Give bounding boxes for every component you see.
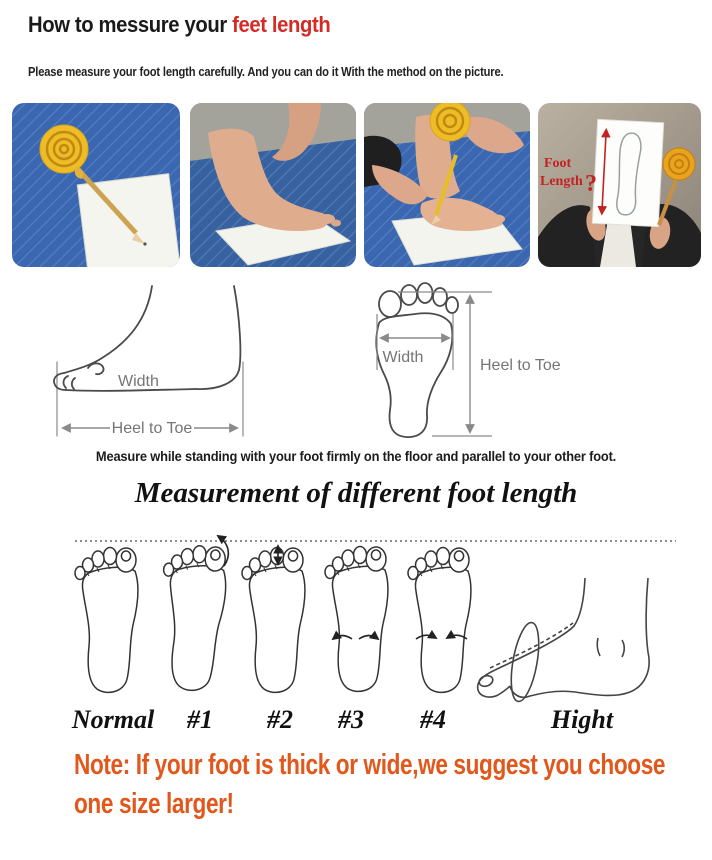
foot-type-2 — [242, 548, 305, 693]
label-normal: Normal — [71, 705, 155, 734]
step2-photo-illustration — [190, 103, 356, 267]
page-title-black: How to messure your — [28, 12, 233, 37]
foot-types-illustration — [0, 520, 712, 706]
foot-length-label-line2: Length — [540, 174, 583, 189]
heel-to-toe-label: Heel to Toe — [480, 357, 561, 374]
toes — [331, 220, 341, 227]
page-title — [28, 12, 330, 38]
step3-photo-illustration — [364, 103, 530, 267]
sole-view-diagram — [376, 283, 560, 437]
foot-height-side-view — [478, 578, 649, 703]
section-title: Measurement of different foot length — [134, 477, 578, 509]
foot-length-label-line1: Foot — [544, 156, 572, 171]
foot-type-4 — [408, 548, 471, 693]
foot-type-1 — [157, 544, 227, 692]
step1-photo-illustration — [12, 103, 180, 267]
heel-to-toe-label: Heel to Toe — [111, 420, 193, 437]
pencil-lead — [143, 242, 146, 245]
label-hight: Hight — [550, 705, 614, 734]
lollipop-topper — [430, 103, 470, 141]
step2-photo-foot-on-paper — [190, 103, 356, 267]
standing-instruction: Measure while standing with your foot firmly on the floor and parallel to your other foot. — [95, 448, 617, 464]
step4-photo-showing-outline — [538, 103, 701, 267]
step3-photo-tracing-foot — [364, 103, 530, 267]
question-mark: ? — [585, 171, 597, 197]
label-type-4: #4 — [420, 705, 446, 734]
foot-type-3 — [325, 547, 388, 692]
width-label: Width — [118, 373, 159, 390]
label-type-1: #1 — [187, 705, 213, 734]
step1-photo-pencil-paper — [12, 103, 180, 267]
step4-photo-illustration — [538, 103, 701, 267]
toes — [491, 215, 505, 224]
paper-with-outline — [592, 119, 663, 226]
measurement-diagrams — [0, 278, 712, 455]
label-type-3: #3 — [338, 705, 364, 734]
page-subtitle: Please measure your foot length carefully. And you can do it With the method on the picture. — [28, 64, 504, 79]
size-note: Note: If your foot is thick or wide,we suggest you choose one size larger! — [74, 749, 666, 820]
side-view-diagram — [54, 286, 243, 437]
page-title-red: feet length — [232, 12, 331, 37]
label-type-2: #2 — [267, 705, 293, 734]
width-label: Width — [382, 349, 424, 366]
foot-normal — [75, 548, 138, 693]
